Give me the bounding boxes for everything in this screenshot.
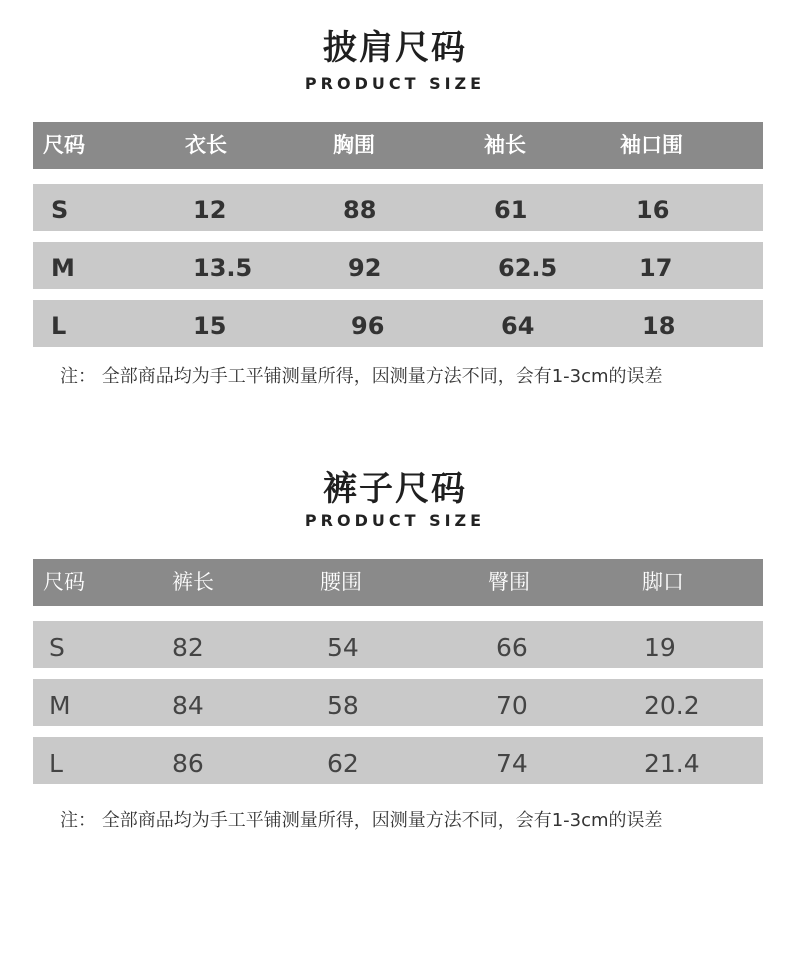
pants-cell-size: S bbox=[49, 633, 65, 662]
cape-cell-cuff: 17 bbox=[639, 254, 673, 282]
pants-cell-size: M bbox=[49, 691, 71, 720]
cape-cell-chest: 88 bbox=[343, 196, 377, 224]
pants-cell-hip: 70 bbox=[496, 691, 528, 720]
pants-cell-length: 86 bbox=[172, 749, 204, 778]
pants-header-hip: 臀围 bbox=[488, 570, 530, 594]
cape-cell-size: M bbox=[51, 254, 75, 282]
pants-cell-hip: 74 bbox=[496, 749, 528, 778]
cape-title: 披肩尺码 bbox=[323, 28, 467, 68]
cape-cell-size: S bbox=[51, 196, 69, 224]
cape-table-row bbox=[33, 300, 763, 347]
pants-header-size: 尺码 bbox=[43, 570, 85, 594]
cape-table-row bbox=[33, 184, 763, 231]
pants-header-length: 裤长 bbox=[172, 570, 214, 594]
cape-header-sleeve: 袖长 bbox=[484, 133, 526, 157]
pants-table-header bbox=[33, 559, 763, 606]
cape-cell-length: 12 bbox=[193, 196, 227, 224]
pants-cell-waist: 58 bbox=[327, 691, 359, 720]
pants-header-hem: 脚口 bbox=[642, 570, 684, 594]
cape-cell-cuff: 18 bbox=[642, 312, 676, 340]
cape-cell-length: 15 bbox=[193, 312, 227, 340]
cape-cell-sleeve: 64 bbox=[501, 312, 535, 340]
pants-subtitle: PRODUCT SIZE bbox=[304, 511, 486, 530]
pants-cell-waist: 62 bbox=[327, 749, 359, 778]
cape-table-header bbox=[33, 122, 763, 169]
pants-cell-hip: 66 bbox=[496, 633, 528, 662]
cape-header-size: 尺码 bbox=[43, 133, 85, 157]
pants-table-row bbox=[33, 737, 763, 784]
cape-cell-sleeve: 62.5 bbox=[498, 254, 558, 282]
cape-cell-length: 13.5 bbox=[193, 254, 253, 282]
cape-cell-sleeve: 61 bbox=[494, 196, 528, 224]
pants-cell-length: 82 bbox=[172, 633, 204, 662]
cape-cell-size: L bbox=[51, 312, 67, 340]
cape-header-cuff: 袖口围 bbox=[620, 133, 683, 157]
pants-cell-length: 84 bbox=[172, 691, 204, 720]
cape-measurement-note: 注： 全部商品均为手工平铺测量所得，因测量方法不同，会有1-3cm的误差 bbox=[60, 366, 663, 387]
cape-cell-chest: 92 bbox=[348, 254, 382, 282]
pants-table-row bbox=[33, 621, 763, 668]
cape-cell-cuff: 16 bbox=[636, 196, 670, 224]
cape-subtitle: PRODUCT SIZE bbox=[304, 74, 486, 93]
cape-header-chest: 胸围 bbox=[333, 133, 375, 157]
pants-header-waist: 腰围 bbox=[320, 570, 362, 594]
pants-measurement-note: 注： 全部商品均为手工平铺测量所得，因测量方法不同，会有1-3cm的误差 bbox=[60, 810, 663, 831]
pants-cell-waist: 54 bbox=[327, 633, 359, 662]
pants-cell-hem: 20.2 bbox=[644, 691, 700, 720]
cape-table-row bbox=[33, 242, 763, 289]
cape-header-length: 衣长 bbox=[185, 133, 227, 157]
pants-cell-hem: 19 bbox=[644, 633, 676, 662]
pants-table-row bbox=[33, 679, 763, 726]
pants-cell-size: L bbox=[49, 749, 63, 778]
cape-cell-chest: 96 bbox=[351, 312, 385, 340]
pants-cell-hem: 21.4 bbox=[644, 749, 700, 778]
pants-title: 裤子尺码 bbox=[323, 469, 467, 509]
